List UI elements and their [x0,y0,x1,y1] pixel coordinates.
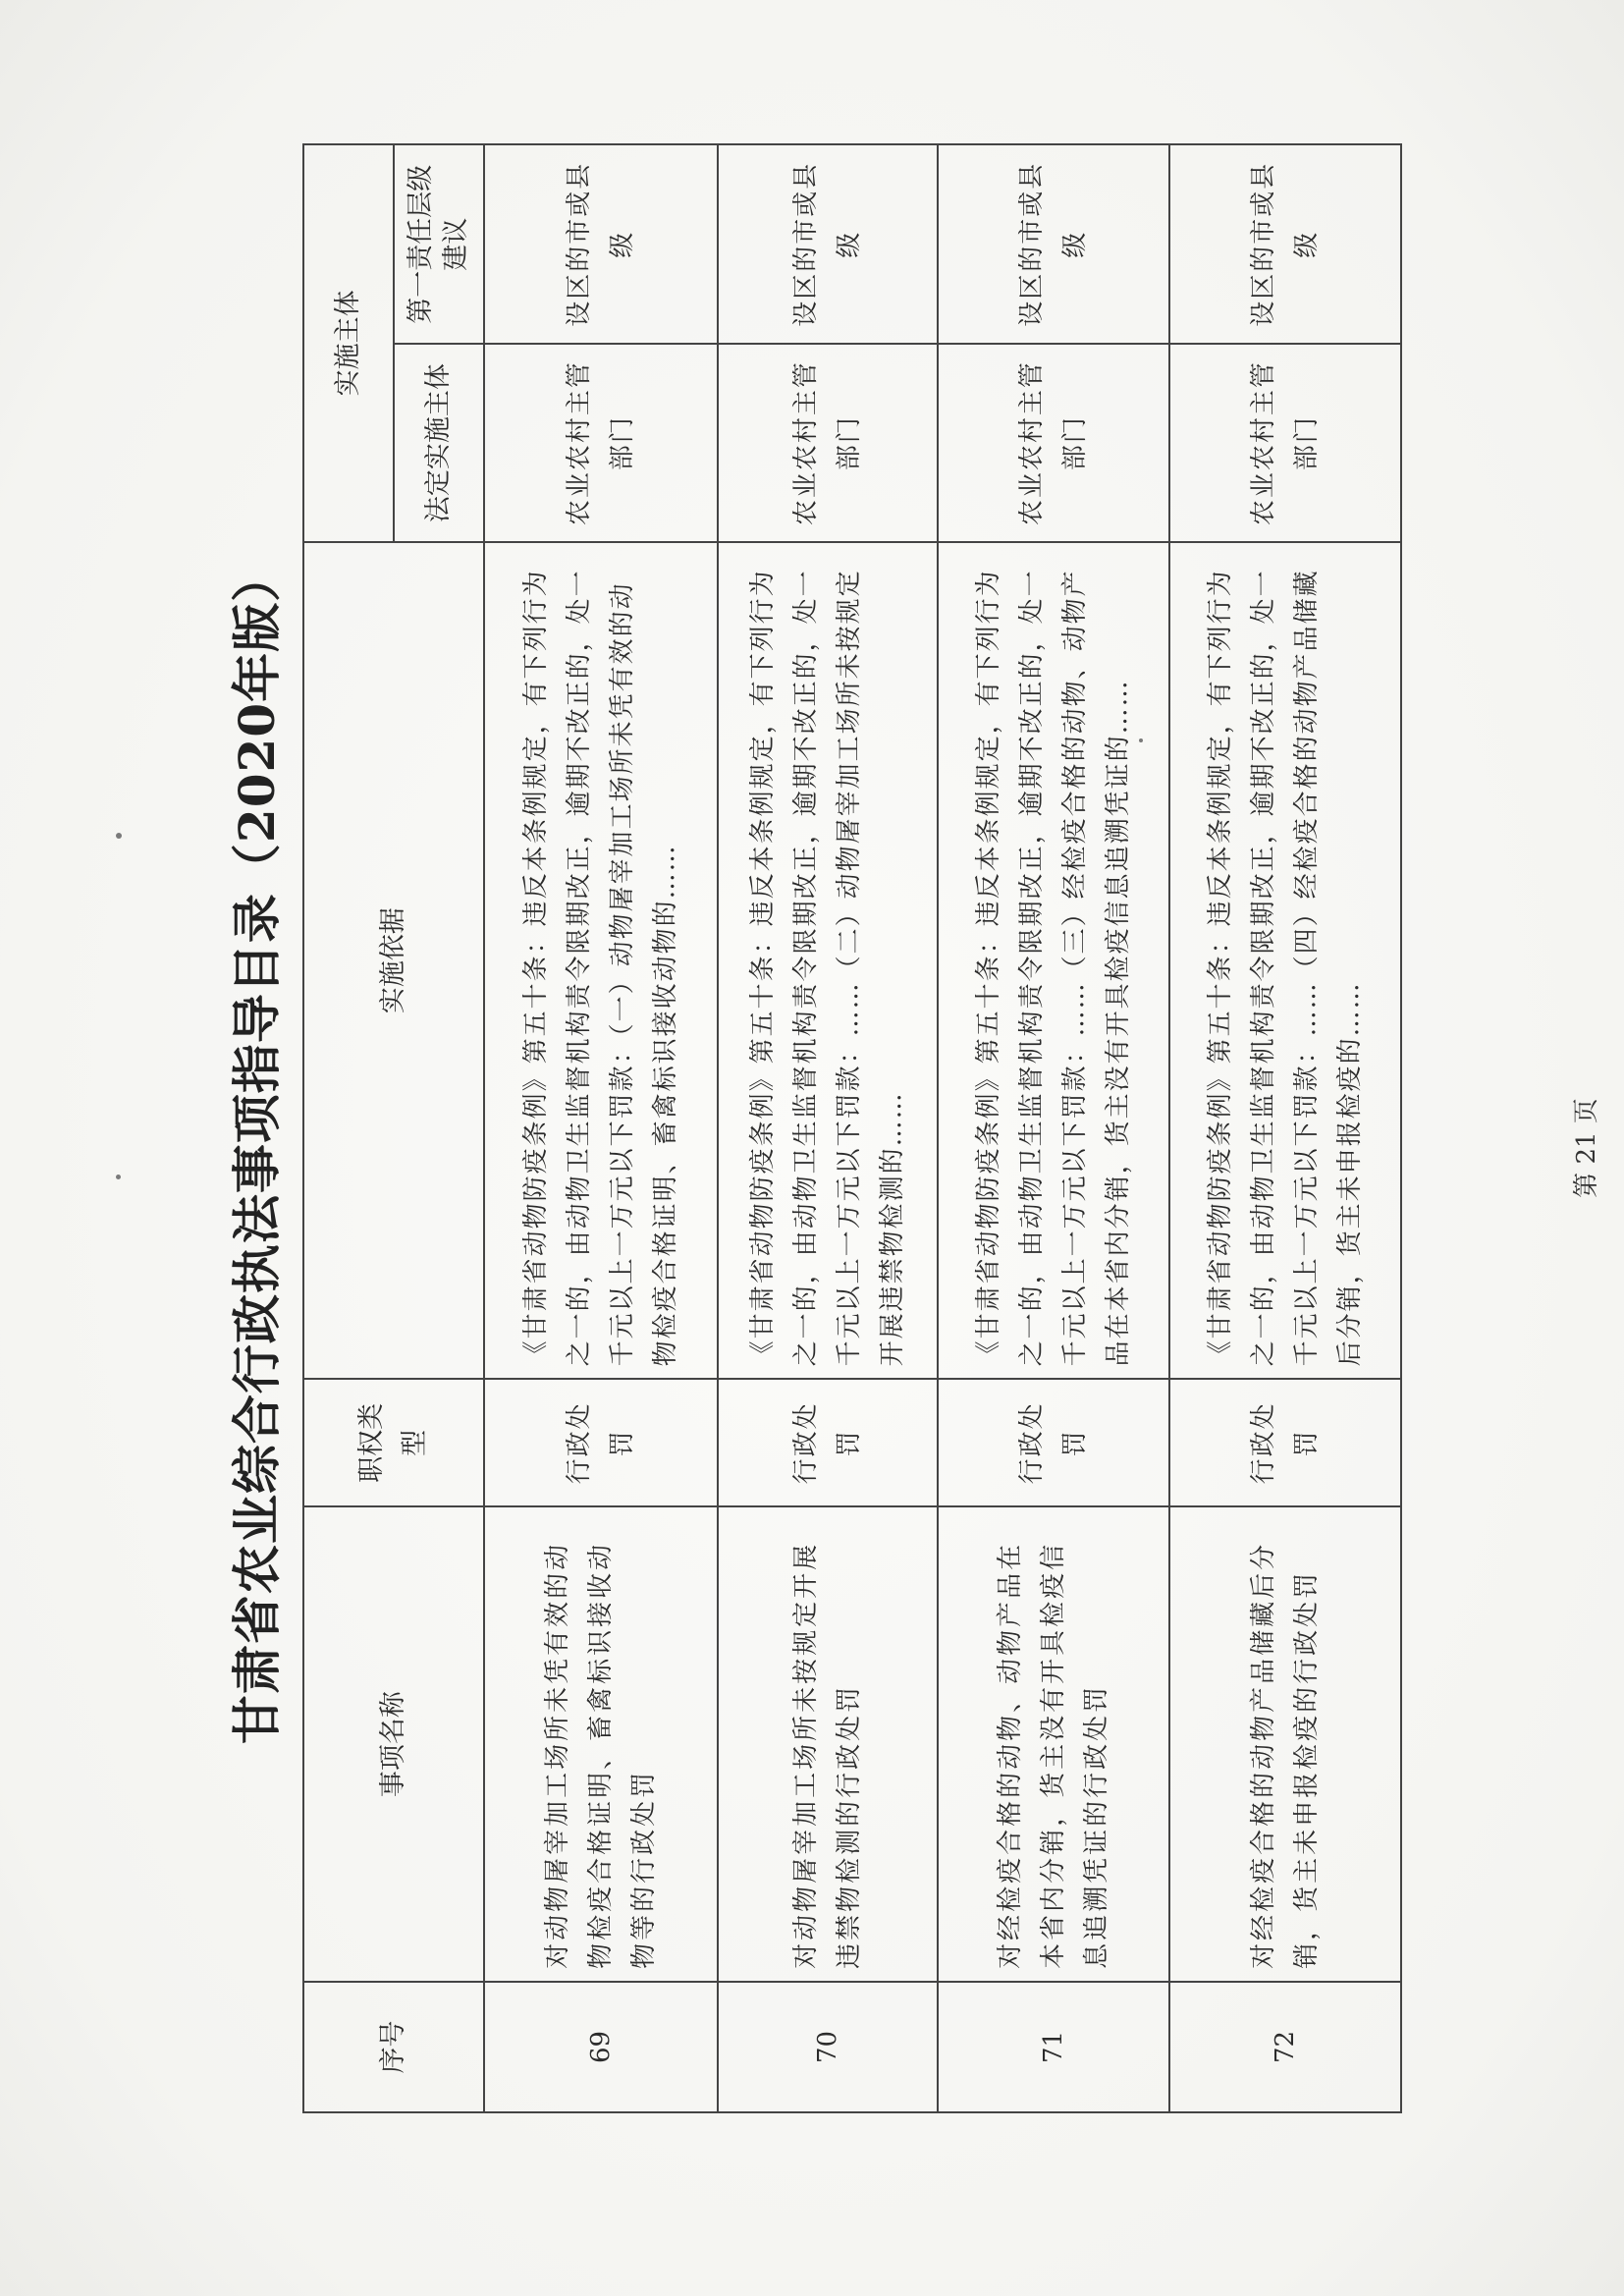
row-legal-body: 农业农村主管部门 [1169,344,1401,541]
row-basis: 《甘肃省动物防疫条例》第五十条：违反本条例规定，有下列行为之一的，由动物卫生监督机构责令限期改正，逾期不改正的，处一千元以上一万元以下罚款：……（四）经检疫合格的动物产品储藏后分销，货主未申报检疫的…… [1169,542,1401,1380]
document-title: 甘肃省农业综合行政执法事项指导目录（2020年版） [228,551,286,1745]
row-index: 72 [1169,1982,1401,2112]
scan-speck [116,1175,121,1179]
row-legal-body: 农业农村主管部门 [484,344,718,541]
directory-table [302,143,1402,2113]
header-type: 职权类型 [303,1379,484,1506]
header-index: 序号 [303,1982,484,2112]
table-row [938,144,1169,2112]
row-name: 对动物屠宰加工场所未凭有效的动物检疫合格证明、畜禽标识接收动物等的行政处罚 [484,1506,718,1982]
row-type: 行政处罚 [1169,1379,1401,1506]
table-row [718,144,938,2112]
row-first-level: 设区的市或县级 [718,144,938,344]
row-type: 行政处罚 [718,1379,938,1506]
table-row [1169,144,1401,2112]
row-name: 对经检疫合格的动物、动物产品在本省内分销，货主没有开具检疫信息追溯凭证的行政处罚 [938,1506,1169,1982]
row-first-level: 设区的市或县级 [1169,144,1401,344]
header-row [303,144,394,2112]
header-first-level: 第一责任层级建议 [394,144,484,344]
header-legal-body: 法定实施主体 [394,344,484,541]
scan-speck [1139,738,1143,742]
row-basis: 《甘肃省动物防疫条例》第五十条：违反本条例规定，有下列行为之一的，由动物卫生监督机构责令限期改正，逾期不改正的，处一千元以上一万元以下罚款：……（三）经检疫合格的动物、动物产品在本省内分销，货主没有开具检疫信息追溯凭证的…… [938,542,1169,1380]
row-basis: 《甘肃省动物防疫条例》第五十条：违反本条例规定，有下列行为之一的，由动物卫生监督机构责令限期改正，逾期不改正的，处一千元以上一万元以下罚款：（一）动物屠宰加工场所未凭有效的动物检疫合格证明、畜禽标识接收动物的…… [484,542,718,1380]
scan-speck [116,833,122,839]
row-index: 70 [718,1982,938,2112]
row-index: 69 [484,1982,718,2112]
row-index: 71 [938,1982,1169,2112]
row-type: 行政处罚 [484,1379,718,1506]
header-body-group: 实施主体 [303,144,394,542]
row-first-level: 设区的市或县级 [484,144,718,344]
row-name: 对经检疫合格的动物产品储藏后分销，货主未申报检疫的行政处罚 [1169,1506,1401,1982]
row-basis: 《甘肃省动物防疫条例》第五十条：违反本条例规定，有下列行为之一的，由动物卫生监督机构责令限期改正，逾期不改正的，处一千元以上一万元以下罚款：……（二）动物屠宰加工场所未按规定开展违禁物检测的…… [718,542,938,1380]
table-row [484,144,718,2112]
page-number: 第 21 页 [1572,1098,1601,1198]
row-first-level: 设区的市或县级 [938,144,1169,344]
row-legal-body: 农业农村主管部门 [718,344,938,541]
row-name: 对动物屠宰加工场所未按规定开展违禁物检测的行政处罚 [718,1506,938,1982]
row-legal-body: 农业农村主管部门 [938,344,1169,541]
header-name: 事项名称 [303,1506,484,1982]
header-basis: 实施依据 [303,542,484,1380]
row-type: 行政处罚 [938,1379,1169,1506]
